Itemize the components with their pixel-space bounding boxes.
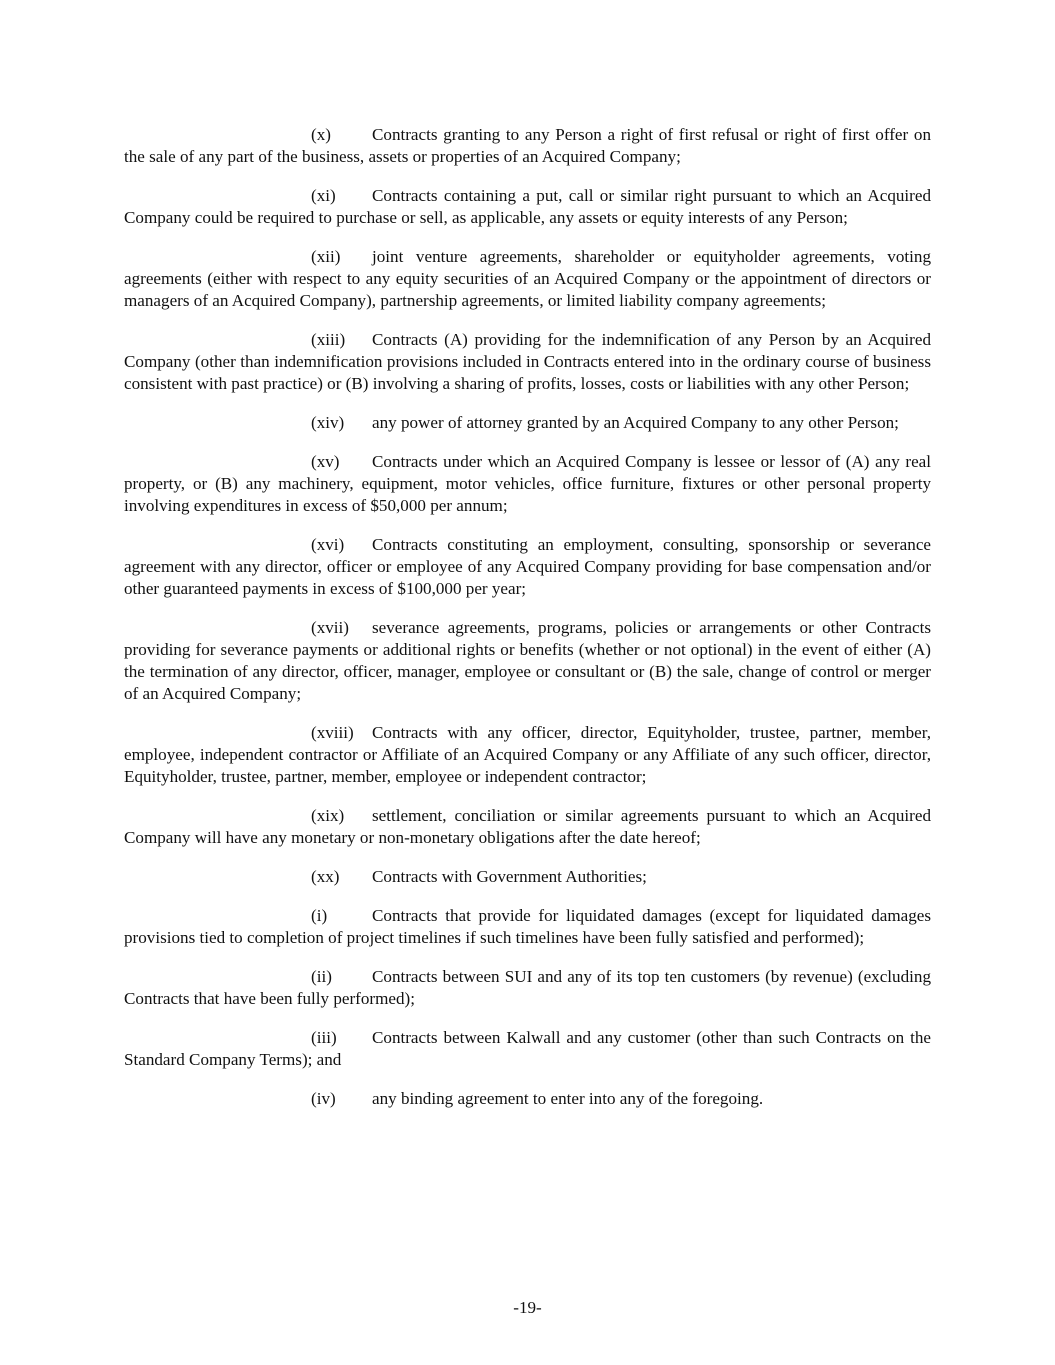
clause-number: (xx) bbox=[311, 867, 340, 886]
clause-x bbox=[124, 124, 931, 168]
clause-iii bbox=[124, 1027, 931, 1071]
clause-xi bbox=[124, 185, 931, 229]
clause-text: Contracts containing a put, call or similar right pursuant to which an Acquired Company could be required to purchase or sell, as applicable, any assets or equity interests of any Person; bbox=[124, 186, 931, 227]
clause-iv bbox=[124, 1088, 931, 1110]
clause-xii bbox=[124, 246, 931, 312]
clause-number: (xiii) bbox=[311, 330, 346, 349]
clause-number: (iv) bbox=[311, 1089, 336, 1108]
clause-xvii bbox=[124, 617, 931, 705]
clause-text: Contracts with any officer, director, Equityholder, trustee, partner, member, employee, independent contractor or Affiliate of an Acquired Company or any Affiliate of any such officer, director, Equityholder, trustee, partner, member, employee or independent contractor; bbox=[124, 723, 931, 786]
clause-number: (i) bbox=[311, 906, 328, 925]
clause-i bbox=[124, 905, 931, 949]
clause-number: (xvii) bbox=[311, 618, 349, 637]
page-number: -19- bbox=[513, 1298, 542, 1317]
clause-text: Contracts between SUI and any of its top ten customers (by revenue) (excluding Contracts that have been fully performed); bbox=[124, 967, 931, 1008]
clause-text: severance agreements, programs, policies or arrangements or other Contracts providing for severance payments or additional rights or benefits (whether or not optional) in the event of either (A) the termination of any director, officer, manager, employee or consultant or (B) the sale, change of control or merger of an Acquired Company; bbox=[124, 618, 931, 703]
clause-xv bbox=[124, 451, 931, 517]
clause-text: Contracts between Kalwall and any customer (other than such Contracts on the Standard Company Terms); and bbox=[124, 1028, 931, 1069]
clause-text: Contracts (A) providing for the indemnification of any Person by an Acquired Company (other than indemnification provisions included in Contracts entered into in the ordinary course of business consistent with past practice) or (B) involving a sharing of profits, losses, costs or liabilities with any other Person; bbox=[124, 330, 931, 393]
clause-xiii bbox=[124, 329, 931, 395]
clause-xix bbox=[124, 805, 931, 849]
clause-number: (ii) bbox=[311, 967, 332, 986]
clause-number: (xii) bbox=[311, 247, 341, 266]
clause-xvi bbox=[124, 534, 931, 600]
clause-text: Contracts granting to any Person a right of first refusal or right of first offer on the sale of any part of the business, assets or properties of an Acquired Company; bbox=[124, 125, 931, 166]
clause-number: (xiv) bbox=[311, 413, 345, 432]
clause-number: (iii) bbox=[311, 1028, 337, 1047]
clause-text: joint venture agreements, shareholder or equityholder agreements, voting agreements (either with respect to any equity securities of an Acquired Company or the appointment of directors or managers of an Acquired Company), partnership agreements, or limited liability company agreements; bbox=[124, 247, 931, 310]
clause-ii bbox=[124, 966, 931, 1010]
clause-text: settlement, conciliation or similar agreements pursuant to which an Acquired Company will have any monetary or non-monetary obligations after the date hereof; bbox=[124, 806, 931, 847]
clause-number: (xi) bbox=[311, 186, 336, 205]
document-body bbox=[124, 124, 931, 1127]
clause-number: (x) bbox=[311, 125, 331, 144]
clause-xviii bbox=[124, 722, 931, 788]
clause-xiv bbox=[124, 412, 931, 434]
clause-number: (xviii) bbox=[311, 723, 354, 742]
clause-number: (xv) bbox=[311, 452, 340, 471]
clause-number: (xvi) bbox=[311, 535, 345, 554]
clause-text: Contracts that provide for liquidated damages (except for liquidated damages provisions tied to completion of project timelines if such timelines have been fully satisfied and performed); bbox=[124, 906, 931, 947]
clause-text: Contracts constituting an employment, consulting, sponsorship or severance agreement with any director, officer or employee of any Acquired Company providing for base compensation and/or other guaranteed payments in excess of $100,000 per year; bbox=[124, 535, 931, 598]
clause-text: any binding agreement to enter into any of the foregoing. bbox=[372, 1089, 764, 1108]
clause-text: Contracts under which an Acquired Company is lessee or lessor of (A) any real property, or (B) any machinery, equipment, motor vehicles, office furniture, fixtures or other personal property involving expenditures in excess of $50,000 per annum; bbox=[124, 452, 931, 515]
clause-text: Contracts with Government Authorities; bbox=[372, 867, 647, 886]
clause-text: any power of attorney granted by an Acquired Company to any other Person; bbox=[372, 413, 899, 432]
clause-xx bbox=[124, 866, 931, 888]
clause-number: (xix) bbox=[311, 806, 345, 825]
